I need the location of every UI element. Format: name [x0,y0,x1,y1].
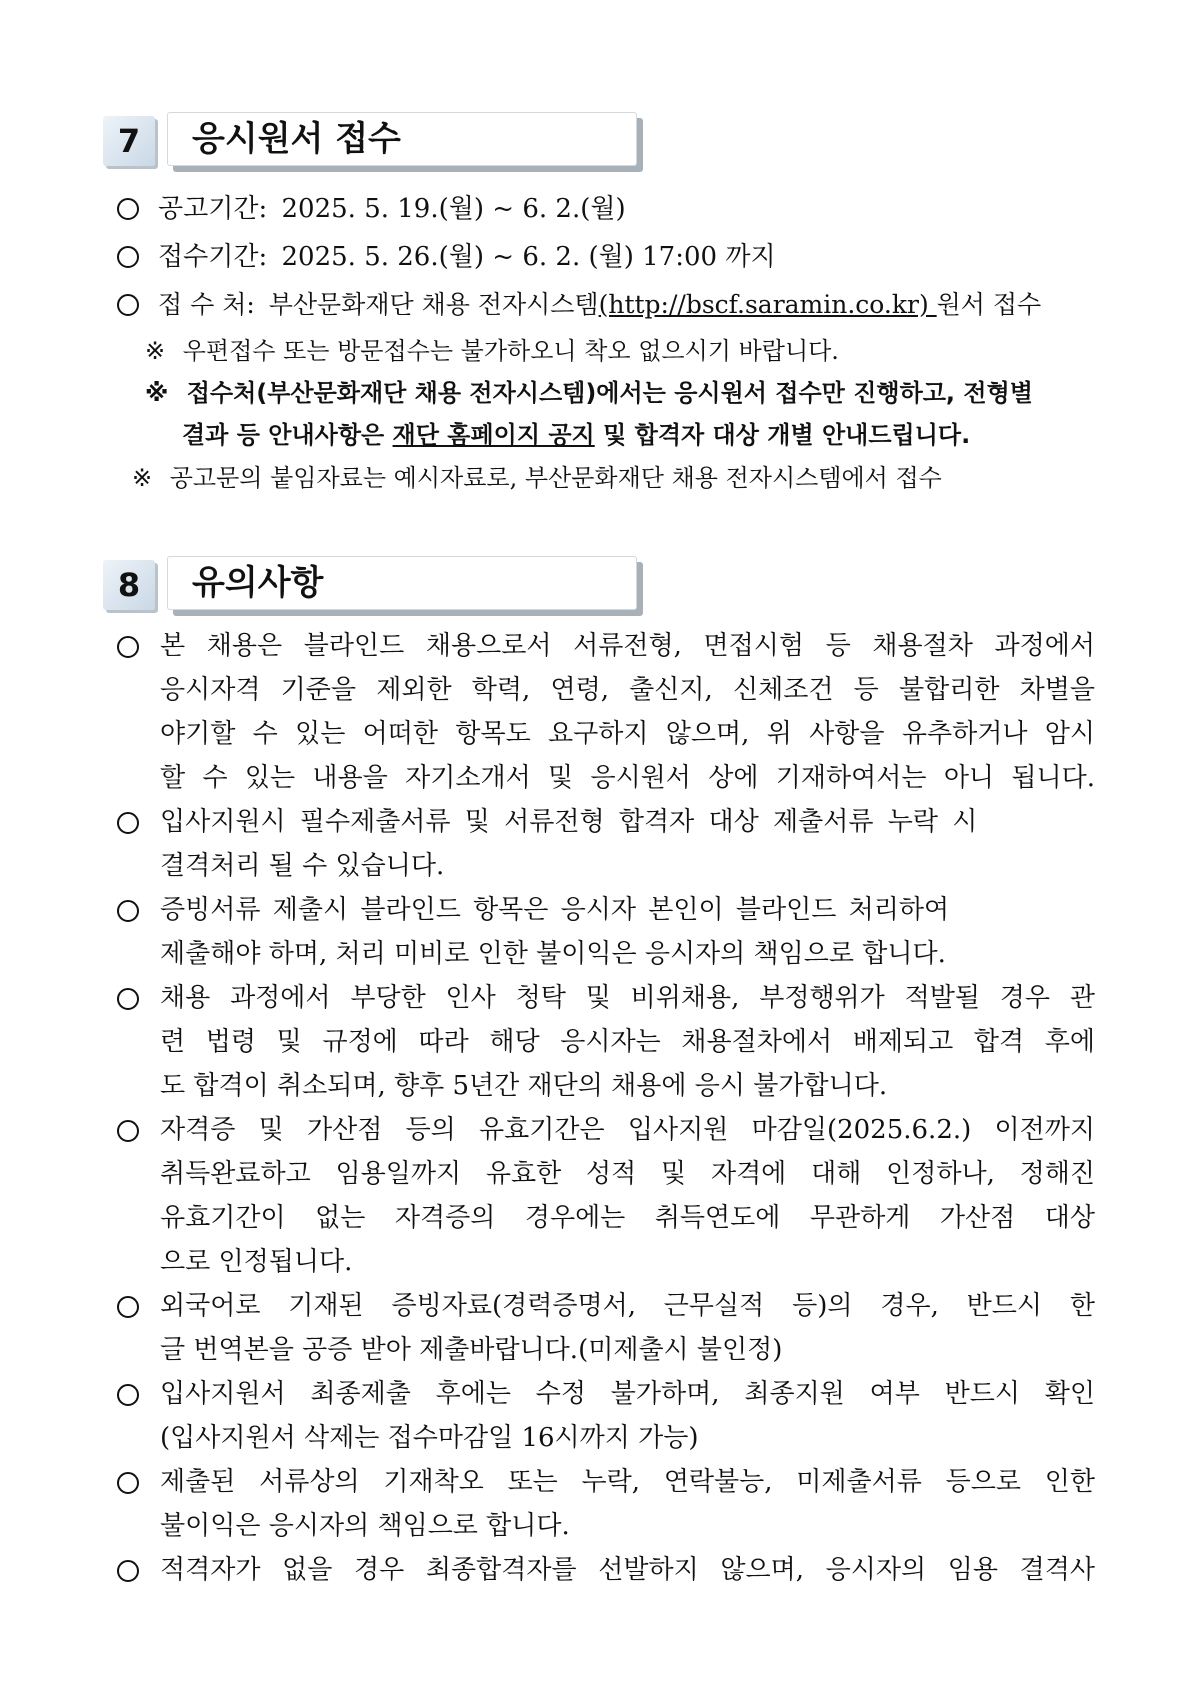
item-line: 결격처리 될 수 있습니다. [160,851,445,881]
circle-bullet-icon [117,1120,139,1142]
section-title: 유의사항 [167,556,637,610]
circle-bullet-icon [117,1472,139,1494]
item-line: 입사지원서 최종제출 후에는 수정 불가하며, 최종지원 여부 반드시 확인 [160,1379,1095,1409]
note-line [132,460,942,496]
item-label: 접수기간: [158,242,268,272]
item-line: 글 번역본을 공증 받아 제출바랍니다.(미제출시 불인정) [160,1335,783,1365]
note-line [145,333,839,369]
section-8-header [103,556,623,614]
note-text: 공고문의 붙임자료는 예시자료로, 부산문화재단 채용 전자시스템에서 접수 [169,464,942,492]
application-place [158,287,1041,323]
item-line: 취득완료하고 임용일까지 유효한 성적 및 자격에 대해 인정하나, 정해진 [160,1159,1095,1189]
circle-bullet-icon [117,812,139,834]
item-line: 증빙서류 제출시 블라인드 항목은 응시자 본인이 블라인드 처리하여 [160,895,950,925]
section-title: 응시원서 접수 [167,112,637,166]
circle-bullet-icon [117,900,139,922]
item-line: 제출해야 하며, 처리 미비로 인한 불이익은 응시자의 책임으로 합니다. [160,939,946,969]
note-line-bold [145,375,1033,411]
foundation-homepage-notice: 재단 홈페이지 공지 [392,421,595,449]
reference-mark-icon: ※ [132,464,153,492]
note-text: 결과 등 안내사항은 [182,421,393,449]
item-value: 2025. 5. 19.(월) ~ 6. 2.(월) [281,194,626,224]
item-value-tail: 원서 접수 [936,290,1042,319]
item-value: 2025. 5. 26.(월) ~ 6. 2. (월) 17:00 까지 [281,242,776,272]
reference-mark-icon: ※ [145,379,169,407]
item-line: 으로 인정됩니다. [160,1247,353,1277]
section-number: 8 [103,560,155,610]
recruit-system-link[interactable]: (http://bscf.saramin.co.kr) [598,290,937,319]
circle-bullet-icon [117,294,139,316]
note-text: 우편접수 또는 방문접수는 불가하오니 착오 없으시기 바랍니다. [182,337,839,365]
item-line: 유효기간이 없는 자격증의 경우에는 취득연도에 무관하게 가산점 대상 [160,1203,1095,1233]
circle-bullet-icon [117,246,139,268]
item-line: 응시자격 기준을 제외한 학력, 연령, 출신지, 신체조건 등 불합리한 차별을 [160,675,1095,705]
item-line: 자격증 및 가산점 등의 유효기간은 입사지원 마감일(2025.6.2.) 이전까지 [160,1115,1095,1145]
item-line: 입사지원시 필수제출서류 및 서류전형 합격자 대상 제출서류 누락 시 [160,807,978,837]
item-line: 도 합격이 취소되며, 향후 5년간 재단의 채용에 응시 불가합니다. [160,1071,888,1101]
circle-bullet-icon [117,636,139,658]
reference-mark-icon: ※ [145,337,166,365]
notice-period [158,191,626,227]
item-line: (입사지원서 삭제는 접수마감일 16시까지 가능) [160,1423,699,1453]
circle-bullet-icon [117,1296,139,1318]
item-line: 제출된 서류상의 기재착오 또는 누락, 연락불능, 미제출서류 등으로 인한 [160,1467,1095,1497]
note-text: 접수처(부산문화재단 채용 전자시스템)에서는 응시원서 접수만 진행하고, 전형별 [186,379,1033,407]
item-line: 채용 과정에서 부당한 인사 청탁 및 비위채용, 부정행위가 적발될 경우 관 [160,983,1095,1013]
item-line: 련 법령 및 규정에 따라 해당 응시자는 채용절차에서 배제되고 합격 후에 [160,1027,1095,1057]
circle-bullet-icon [117,198,139,220]
note-text: 및 합격자 대상 개별 안내드립니다. [594,421,971,449]
circle-bullet-icon [117,1384,139,1406]
section-7-header [103,112,623,170]
section-number: 7 [103,116,155,166]
application-period [158,239,776,275]
item-line: 불이익은 응시자의 책임으로 합니다. [160,1511,570,1541]
item-label: 공고기간: [158,194,268,224]
item-line: 야기할 수 있는 어떠한 항목도 요구하지 않으며, 위 사항을 유추하거나 암시 [160,719,1095,749]
note-line-bold [182,417,970,453]
item-line: 본 채용은 블라인드 채용으로서 서류전형, 면접시험 등 채용절차 과정에서 [160,631,1095,661]
item-label: 접 수 처: [158,290,255,319]
circle-bullet-icon [117,988,139,1010]
item-value: 부산문화재단 채용 전자시스템 [268,290,599,319]
item-line: 적격자가 없을 경우 최종합격자를 선발하지 않으며, 응시자의 임용 결격사 [160,1555,1095,1585]
item-line: 할 수 있는 내용을 자기소개서 및 응시원서 상에 기재하여서는 아니 됩니다. [160,763,1095,793]
circle-bullet-icon [117,1560,139,1582]
item-line: 외국어로 기재된 증빙자료(경력증명서, 근무실적 등)의 경우, 반드시 한 [160,1291,1095,1321]
